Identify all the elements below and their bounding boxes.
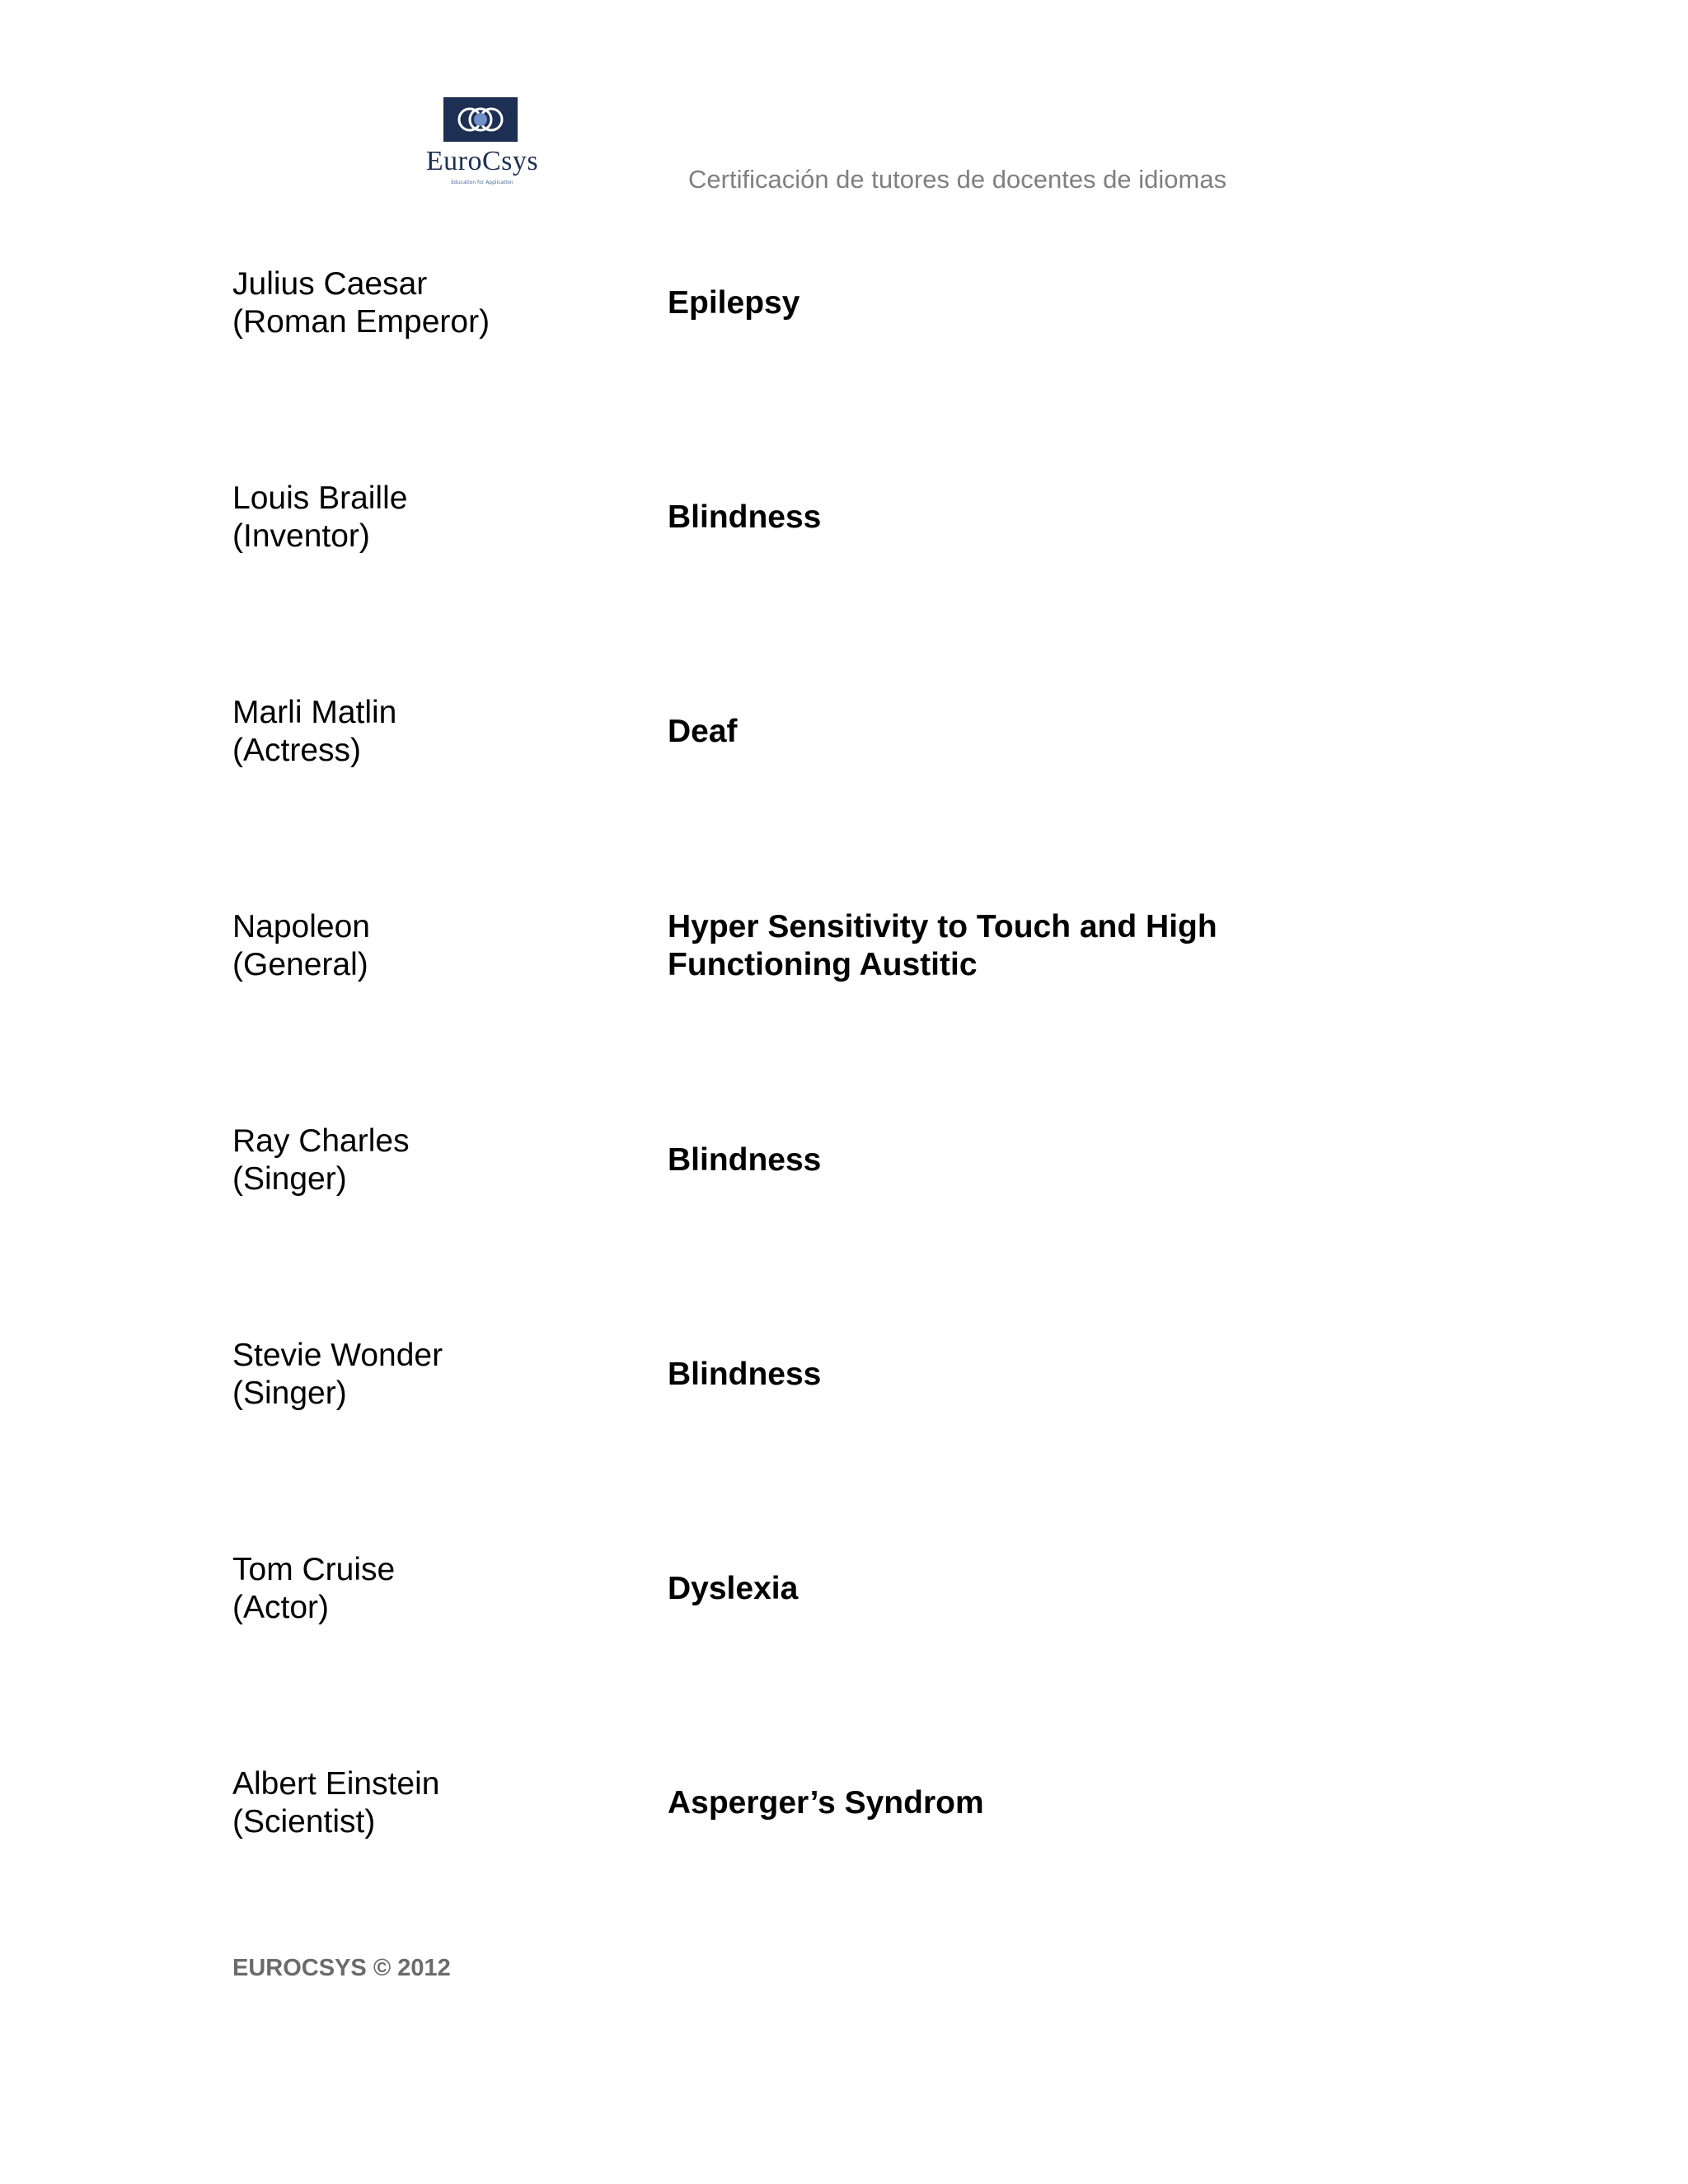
person-name: Albert Einstein <box>232 1766 440 1802</box>
header-title: Certificación de tutores de docentes de idiomas <box>688 165 1227 194</box>
person <box>232 1551 645 1627</box>
list-item <box>232 1765 1386 1848</box>
logo-wordmark: EuroCsys <box>425 146 539 176</box>
condition-line: Functioning Austitic <box>668 947 978 982</box>
eurocsys-logo <box>404 92 560 191</box>
person-name: Stevie Wonder <box>232 1338 443 1373</box>
list-item <box>232 908 1386 991</box>
person <box>232 265 645 341</box>
condition: Deaf <box>668 714 738 749</box>
list-item <box>232 1337 1386 1419</box>
footer-copyright: EUROCSYS © 2012 <box>232 1955 451 1981</box>
list-item <box>232 265 1386 348</box>
condition <box>668 908 1352 984</box>
condition: Blindness <box>668 499 822 535</box>
person-role: (Scientist) <box>232 1804 376 1840</box>
list-item <box>232 1551 1386 1633</box>
person-name: Napoleon <box>232 909 370 944</box>
person-role: (General) <box>232 947 368 982</box>
condition: Epilepsy <box>668 285 800 321</box>
logo-mark-icon <box>443 97 518 142</box>
person-role: (Actress) <box>232 733 361 768</box>
person <box>232 1122 645 1198</box>
person-name: Julius Caesar <box>232 266 428 302</box>
person-name: Tom Cruise <box>232 1552 396 1587</box>
condition: Blindness <box>668 1142 822 1178</box>
person-name: Marli Matlin <box>232 695 397 730</box>
list-item <box>232 480 1386 562</box>
person-role: (Roman Emperor) <box>232 304 490 340</box>
person-name: Ray Charles <box>232 1123 410 1159</box>
condition: Asperger’s Syndrom <box>668 1785 984 1821</box>
list-item <box>232 694 1386 776</box>
person-role: (Singer) <box>232 1376 347 1411</box>
logo-tagline: Education for Application <box>451 180 513 185</box>
person-role: (Inventor) <box>232 518 370 554</box>
person <box>232 480 645 555</box>
person <box>232 908 645 984</box>
person-role: (Actor) <box>232 1590 329 1625</box>
condition-line: Hyper Sensitivity to Touch and High <box>668 909 1217 944</box>
condition: Dyslexia <box>668 1571 799 1606</box>
person <box>232 694 645 770</box>
person-name: Louis Braille <box>232 480 408 516</box>
condition: Blindness <box>668 1357 822 1392</box>
person <box>232 1765 645 1841</box>
person <box>232 1337 645 1413</box>
person-role: (Singer) <box>232 1161 347 1197</box>
list-item <box>232 1122 1386 1205</box>
